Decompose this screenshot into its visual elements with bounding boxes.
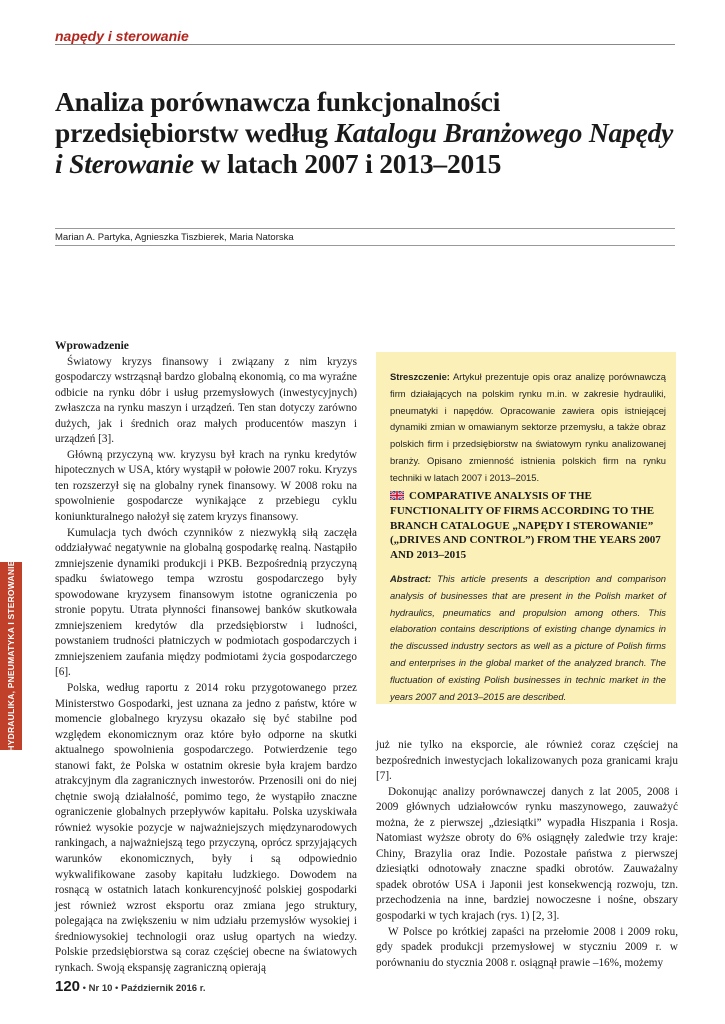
paragraph: Dokonując analizy porównawczej danych z lat 2005, 2008 i 2009 głównych udziałowców rynku maszynowego, zauważyć można, że z pierwszej „dziesiątki” wypadła Hiszpania i Rosja. Natomiast wyższe obroty do 6% osiągnęły zaledwie trzy kraje: Chiny, Brazylia oraz Indie. Pozostałe państwa z pierwszej dziesiątki odnotowały znaczne spadki obrotów. Zauważalny spadek obrotów USA i Japonii jest konsekwencją rozwoju, tzn. przechodzenia na inne, bardziej nowoczesne i nośne, obszary gospodarki w tych krajach (rys. 1) [2, 3]. (376, 785, 678, 923)
column-right (376, 738, 678, 971)
uk-flag-icon (390, 491, 404, 500)
title-italic: Katalogu Branżowego Napędy i Sterowanie (55, 117, 674, 179)
title-part1: Analiza porównawcza funkcjonalności przedsiębiorstw według (55, 86, 501, 148)
section-rule (55, 44, 675, 45)
authors-bottom-rule (55, 245, 675, 246)
bullet: • (82, 983, 89, 994)
section-tag: napędy i sterowanie (55, 28, 189, 44)
paragraph: Kumulacja tych dwóch czynników z niezwykłą siłą zaczęła oddziaływać negatywnie na globalną gospodarkę realną. Nastąpiło zmniejszenie dynamiki produkcji i PKB. Bezpośrednią przyczyną spadku światowego tempa wzrostu gospodarczego były spowodowane kryzysem finansowym istotne ograniczenia po stronie popytu. Utrata płynności finansowej banków skutkowała zmniejszeniem kredytów dla przedsiębiorstw i ludności, powstaniem trudności płatniczych w podmiotach gospodarczych i zmniejszeniem zaufania między podmiotami życia gospodarczego [6]. (55, 526, 357, 679)
page-number: 120 (55, 978, 81, 995)
issue-date: Październik 2016 r. (121, 983, 206, 994)
article-title (55, 86, 675, 179)
abstract-en-text: This article presents a description and comparison analysis of businesses that are present in the Polish market of hydraulics, pneumatics and propulsion among others. This elaboration contains descriptions of existing change dynamics in the discussed industry sectors as well as a picture of Polish firms and enterprises in the global market of the analyzed branch. The fluctuation of existing Polish businesses in technic market in the years 2007 and 2013–2015 are described. (390, 573, 666, 702)
abstract-en-heading-text: COMPARATIVE ANALYSIS OF THE FUNCTIONALITY OF FIRMS ACCORDING TO THE BRANCH CATALOGUE „NAPĘDY I STEROWANIE” („DRIVES AND CONTROL”) FROM THE YEARS 2007 AND 2013–2015 (390, 490, 661, 562)
paragraph: Polska, według raportu z 2014 roku przygotowanego przez Ministerstwo Gospodarki, jest uznana za jedno z państw, które w momencie globalnego kryzysu okazało się być stabilne pod względem ekonomicznym oraz które było odporne na skutki aktualnego spowolnienia gospodarczego. Potwierdzenie tego stanowi fakt, że Polska w ostatnim okresie była krajem bardzo atrakcyjnym dla zagranicznych inwestorów. Przenosili oni do niej chętnie swoją działalność, pomimo tego, że wystąpiło znaczne ograniczenie globalnych przepływów kapitału. Polska uzyskiwała również wysokie pozycje w najważniejszych międzynarodowych rankingach, a najważniejszą tego przyczyną, oprócz sprzyjających warunków ekonomicznych, były i są odpowiednio wykwalifikowane zasoby kapitału ludzkiego. Dowodem na rosnącą w ostatnich latach konkurencyjność polskiej gospodarki jest również wzrost eksportu oraz zmiana jego struktury, polegająca na zwiększeniu w nim udziału przemysłów wysokiej i średniowysokiej technologii oraz usług opartych na wiedzy. Polskie przedsiębiorstwa są coraz częściej obecne na światowych rynkach. Swoją ekspansję zagraniczną opierają (55, 681, 357, 974)
abstract-en (390, 571, 666, 705)
abstract-pl-label: Streszczenie: (390, 371, 450, 382)
paragraph: Światowy kryzys finansowy i związany z nim kryzys gospodarczy wstrząsnął bardzo globalną ekonomią, co ma wyraźne odbicie na rynku dóbr i usług przemysłowych (inwestycyjnych) zwłaszcza na rynku maszyn i urządzeń. Ten stan dotyczy zarówno dużych, jak i średnich oraz małych producentów maszyn i urządzeń [3]. (55, 355, 357, 446)
abstract-en-label: Abstract: (390, 573, 432, 584)
paragraph: Główną przyczyną ww. kryzysu był krach na rynku kredytów hipotecznych w USA, który wystąpił w połowie 2007 roku. Kryzys ten rozszerzył się na globalny rynek finansowy. W 2008 roku na spowolnienie gospodarcze wynikające z przebiegu cyklu koniunkturalnego nałożył się zatem kryzys finansowy. (55, 448, 357, 523)
issue-number: Nr 10 (88, 983, 113, 994)
abstract-pl (390, 369, 666, 487)
authors: Marian A. Partyka, Agnieszka Tiszbierek, Maria Natorska (55, 232, 294, 243)
title-part2: w latach 2007 i 2013–2015 (193, 148, 502, 179)
side-tab-label: HYDRAULIKA, PNEUMATYKA I STEROWANIE (6, 560, 16, 752)
footer (55, 978, 206, 995)
intro-heading: Wprowadzenie (55, 340, 129, 352)
paragraph: już nie tylko na eksporcie, ale również coraz częściej na bezpośrednich inwestycjach lokalizowanych poza granicami kraju [7]. (376, 739, 678, 783)
abstract-pl-text: Artykuł prezentuje opis oraz analizę porównawczą firm działających na polskim rynku m.in. w zakresie hydrauliki, pneumatyki i napędów. Opracowanie zawiera opis istniejącej dynamiki zmian w omawianym sektorze przemysłu, a także obraz polskich firm i przedsiębiorstw na światowym rynku analizowanej branży. Opisano zmienność istnienia polskich firm na rynku techniki w latach 2007 i 2013–2015. (390, 371, 666, 483)
abstract-en-heading (390, 489, 666, 563)
column-left (55, 339, 357, 976)
authors-top-rule (55, 228, 675, 229)
paragraph: W Polsce po krótkiej zapaści na przełomie 2008 i 2009 roku, gdy spadek produkcji przemysłowej w styczniu 2009 r. w porównaniu do stycznia 2008 r. osiągnął prawie –16%, możemy (376, 925, 678, 969)
bullet: • (115, 983, 122, 994)
